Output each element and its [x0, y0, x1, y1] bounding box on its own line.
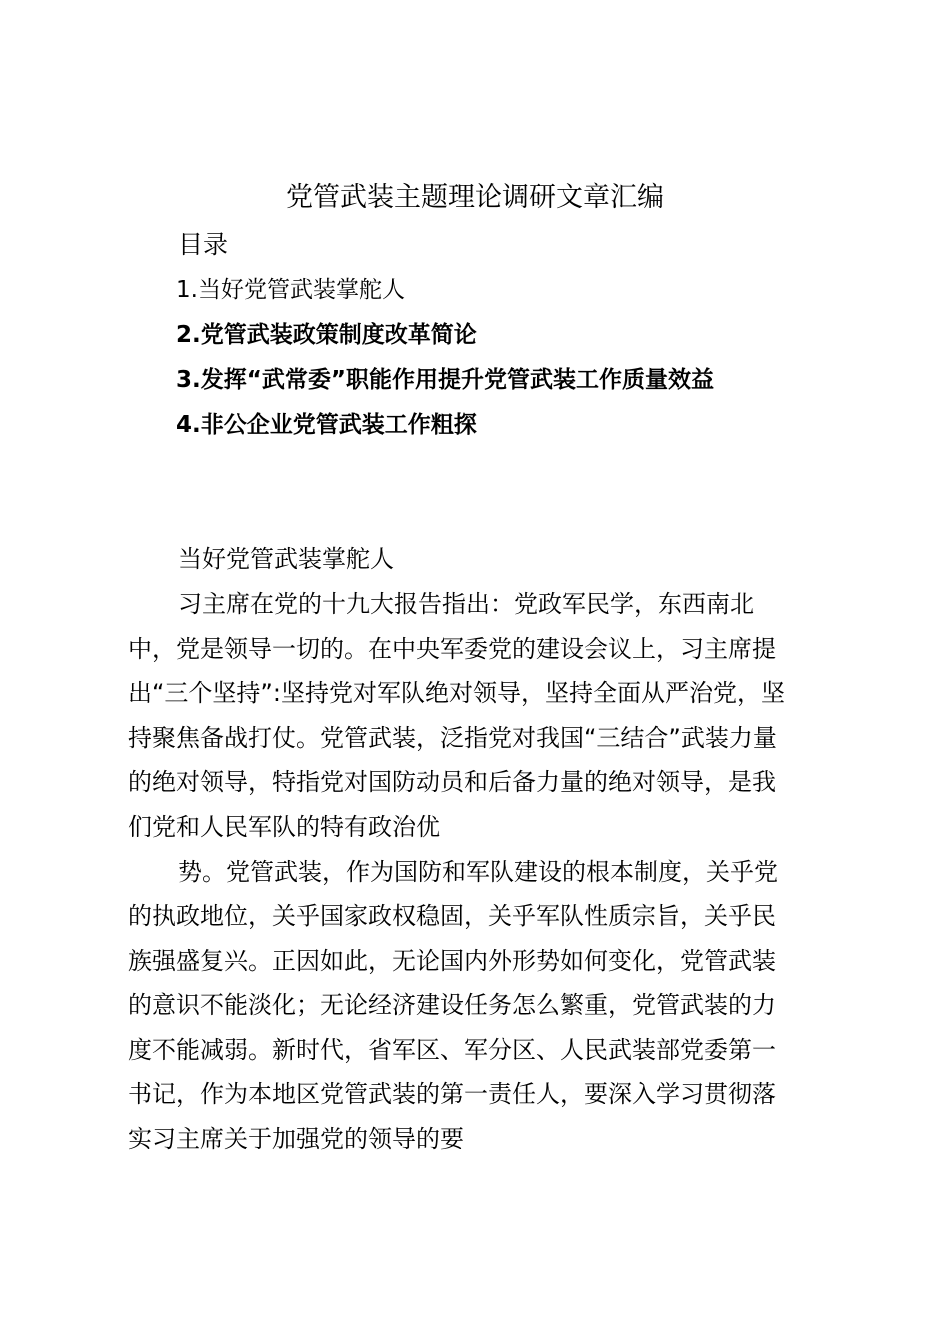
paragraph-line: 实习主席关于加强党的领导的要	[128, 1125, 464, 1153]
paragraph-line: 的意识不能淡化；无论经济建设任务怎么繁重，党管武装的力	[128, 991, 776, 1019]
toc-item: 3.发挥“武常委”职能作用提升党管武装工作质量效益	[176, 367, 714, 393]
paragraph-line: 族强盛复兴。正因如此，无论国内外形势如何变化，党管武装	[128, 947, 776, 975]
paragraph-line: 中，党是领导一切的。在中央军委党的建设会议上，习主席提	[128, 635, 776, 663]
paragraph-line: 们党和人民军队的特有政治优	[128, 813, 440, 841]
paragraph-line: 习主席在党的十九大报告指出：党政军民学，东西南北	[178, 590, 754, 618]
paragraph-line: 书记，作为本地区党管武装的第一责任人，要深入学习贯彻落	[128, 1080, 776, 1108]
toc-item: 1.当好党管武装掌舵人	[176, 277, 405, 303]
paragraph-line: 势。党管武装，作为国防和军队建设的根本制度，关乎党	[178, 858, 778, 886]
paragraph-line: 的绝对领导，特指党对国防动员和后备力量的绝对领导，是我	[128, 768, 776, 796]
paragraph-line: 出“三个坚持”:坚持党对军队绝对领导，坚持全面从严治党，坚	[128, 679, 785, 707]
paragraph-line: 的执政地位，关乎国家政权稳固，关乎军队性质宗旨，关乎民	[128, 902, 776, 930]
section-title: 当好党管武装掌舵人	[178, 545, 394, 573]
toc-item: 2.党管武装政策制度改革简论	[176, 322, 477, 348]
toc-heading: 目录	[178, 230, 229, 259]
toc-item: 4.非公企业党管武装工作粗探	[176, 412, 477, 438]
paragraph-line: 度不能减弱。新时代，省军区、军分区、人民武装部党委第一	[128, 1036, 776, 1064]
document-title: 党管武装主题理论调研文章汇编	[286, 182, 664, 213]
paragraph-line: 持聚焦备战打仗。党管武装，泛指党对我国“三结合”武装力量	[128, 724, 777, 752]
